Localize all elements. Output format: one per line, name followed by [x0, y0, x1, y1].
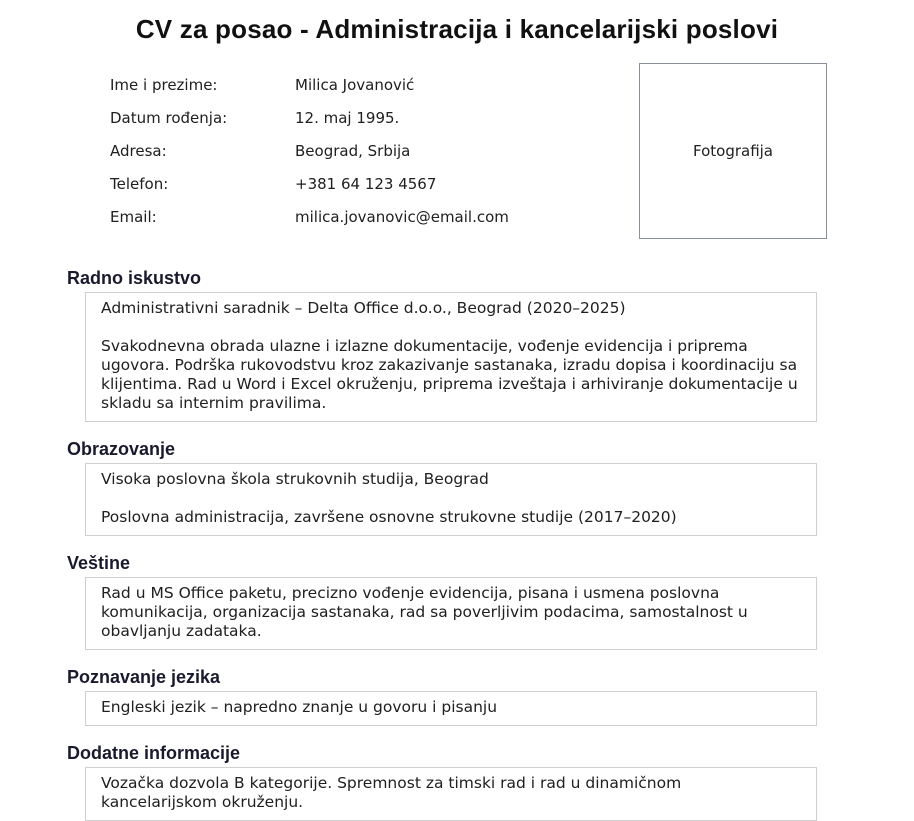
section-box [85, 463, 817, 536]
section-box [85, 577, 817, 650]
paragraph: Svakodnevna obrada ulazne i izlazne dokumentacije, vođenje evidencija i priprema ugovora. Podrška rukovodstvu kroz zakazivanje sastanaka, izradu dopisa i koordinaciju sa klijentima. Rad u Word i Excel okruženju, priprema izveštaja i arhiviranje dokumentacije u skladu sa internim pravilima. [101, 337, 798, 412]
info-label: Email: [110, 208, 157, 226]
info-label: Datum rođenja: [110, 109, 228, 127]
info-label: Ime i prezime: [110, 76, 218, 94]
info-value: milica.jovanovic@email.com [295, 208, 509, 226]
cv-sections [67, 269, 817, 821]
section-heading: Obrazovanje [67, 439, 176, 459]
info-row-address [110, 142, 509, 175]
personal-info-list [110, 76, 509, 241]
info-value: Milica Jovanović [295, 76, 415, 94]
info-label: Adresa: [110, 142, 167, 160]
paragraph: Engleski jezik – napredno znanje u govoru i pisanju [101, 698, 498, 716]
section-dodatne-informacije [67, 744, 817, 821]
section-vestine [67, 554, 817, 650]
section-heading: Poznavanje jezika [67, 667, 221, 687]
section-radno-iskustvo [67, 269, 817, 422]
page-title: CV za posao - Administracija i kancelarijski poslovi [135, 14, 779, 44]
paragraph: Poslovna administracija, završene osnovne strukovne studije (2017–2020) [101, 508, 677, 526]
paragraph: Administrativni saradnik – Delta Office d.o.o., Beograd (2020–2025) [101, 299, 626, 317]
section-heading: Dodatne informacije [67, 743, 241, 763]
photo-placeholder [639, 63, 827, 239]
photo-placeholder-label: Fotografija [692, 142, 774, 160]
info-value: Beograd, Srbija [295, 142, 411, 160]
section-heading: Radno iskustvo [67, 268, 202, 288]
info-label: Telefon: [110, 175, 169, 193]
info-row-birthdate [110, 109, 509, 142]
section-box [85, 691, 817, 726]
info-value: 12. maj 1995. [295, 109, 400, 127]
info-row-name [110, 76, 509, 109]
section-obrazovanje [67, 440, 817, 536]
info-value: +381 64 123 4567 [295, 175, 437, 193]
section-poznavanje-jezika [67, 668, 817, 726]
paragraph: Visoka poslovna škola strukovnih studija, Beograd [101, 470, 489, 488]
section-heading: Veštine [67, 553, 131, 573]
info-row-phone [110, 175, 509, 208]
info-row-email [110, 208, 509, 241]
paragraph: Vozačka dozvola B kategorije. Spremnost za timski rad i rad u dinamičnom kancelarijskom okruženju. [101, 774, 682, 811]
paragraph: Rad u MS Office paketu, precizno vođenje evidencija, pisana i usmena poslovna komunikacija, organizacija sastanaka, rad sa poverljivim podacima, samostalnost u obavljanju zadataka. [101, 584, 748, 640]
section-box [85, 292, 817, 422]
personal-header [110, 63, 827, 241]
